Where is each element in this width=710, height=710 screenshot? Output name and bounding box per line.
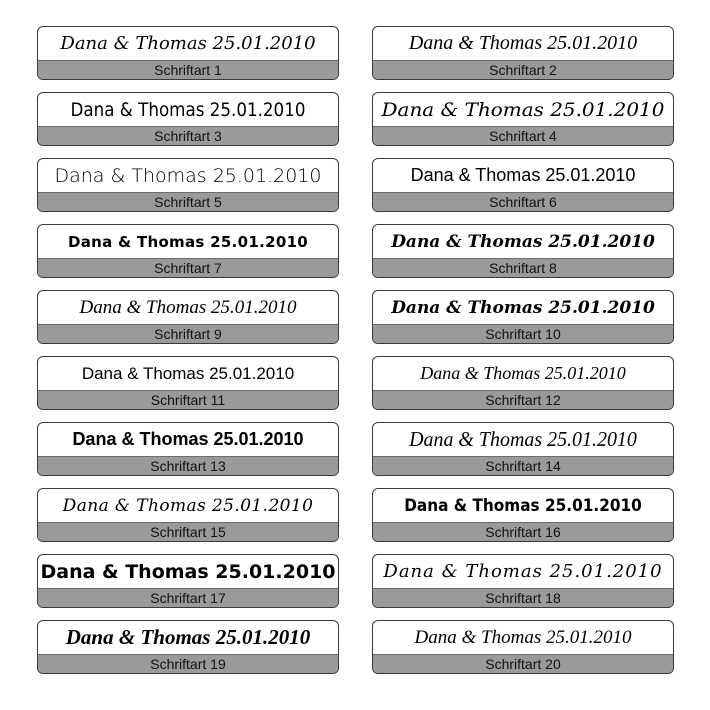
font-name-label: Schriftart 10 [373, 324, 673, 343]
font-sample-text: Dana & Thomas 25.01.2010 [54, 164, 322, 187]
font-sample-grid [37, 26, 674, 674]
font-sample-text: Dana & Thomas 25.01.2010 [72, 429, 304, 449]
font-sample-text: Dana & Thomas 25.01.2010 [60, 33, 316, 54]
font-name-label: Schriftart 1 [38, 60, 338, 79]
font-name-label: Schriftart 12 [373, 390, 673, 409]
font-sample-text: Dana & Thomas 25.01.2010 [381, 98, 665, 121]
font-card-2[interactable] [372, 26, 674, 80]
font-sample-text: Dana & Thomas 25.01.2010 [408, 32, 638, 54]
font-sample-text: Dana & Thomas 25.01.2010 [65, 625, 311, 649]
font-card-3[interactable] [37, 92, 339, 146]
font-name-label: Schriftart 11 [38, 390, 338, 409]
font-name-label: Schriftart 14 [373, 456, 673, 475]
font-sample-text: Dana & Thomas 25.01.2010 [414, 626, 632, 648]
font-card-16[interactable] [372, 488, 674, 542]
font-sample-text: Dana & Thomas 25.01.2010 [409, 427, 637, 451]
font-sample-text: Dana & Thomas 25.01.2010 [404, 495, 642, 516]
font-name-label: Schriftart 5 [38, 192, 338, 211]
font-sample-text: Dana & Thomas 25.01.2010 [40, 560, 336, 583]
font-card-10[interactable] [372, 290, 674, 344]
font-sample-text: Dana & Thomas 25.01.2010 [410, 165, 636, 185]
font-name-label: Schriftart 18 [373, 588, 673, 607]
font-name-label: Schriftart 6 [373, 192, 673, 211]
font-card-8[interactable] [372, 224, 674, 278]
font-name-label: Schriftart 9 [38, 324, 338, 343]
font-name-label: Schriftart 15 [38, 522, 338, 541]
font-card-15[interactable] [37, 488, 339, 542]
font-sample-text: Dana & Thomas 25.01.2010 [79, 296, 297, 318]
font-sample-text: Dana & Thomas 25.01.2010 [420, 363, 626, 383]
font-card-17[interactable] [37, 554, 339, 608]
font-name-label: Schriftart 20 [373, 654, 673, 673]
font-name-label: Schriftart 19 [38, 654, 338, 673]
font-card-18[interactable] [372, 554, 674, 608]
font-sample-text: Dana & Thomas 25.01.2010 [62, 495, 314, 516]
font-card-19[interactable] [37, 620, 339, 674]
font-name-label: Schriftart 16 [373, 522, 673, 541]
font-sample-text: Dana & Thomas 25.01.2010 [391, 297, 655, 318]
font-card-14[interactable] [372, 422, 674, 476]
font-name-label: Schriftart 17 [38, 588, 338, 607]
font-card-12[interactable] [372, 356, 674, 410]
font-card-6[interactable] [372, 158, 674, 212]
font-card-13[interactable] [37, 422, 339, 476]
font-name-label: Schriftart 2 [373, 60, 673, 79]
font-card-1[interactable] [37, 26, 339, 80]
font-name-label: Schriftart 8 [373, 258, 673, 277]
font-card-5[interactable] [37, 158, 339, 212]
font-sample-text: Dana & Thomas 25.01.2010 [70, 98, 306, 121]
font-sample-text: Dana & Thomas 25.01.2010 [391, 231, 655, 252]
font-sample-text: Dana & Thomas 25.01.2010 [81, 363, 295, 383]
font-name-label: Schriftart 3 [38, 126, 338, 145]
font-sample-text: Dana & Thomas 25.01.2010 [67, 232, 309, 251]
font-sample-text: Dana & Thomas 25.01.2010 [383, 561, 663, 582]
font-name-label: Schriftart 7 [38, 258, 338, 277]
font-card-4[interactable] [372, 92, 674, 146]
font-name-label: Schriftart 4 [373, 126, 673, 145]
font-card-9[interactable] [37, 290, 339, 344]
font-name-label: Schriftart 13 [38, 456, 338, 475]
font-card-20[interactable] [372, 620, 674, 674]
font-card-7[interactable] [37, 224, 339, 278]
font-card-11[interactable] [37, 356, 339, 410]
